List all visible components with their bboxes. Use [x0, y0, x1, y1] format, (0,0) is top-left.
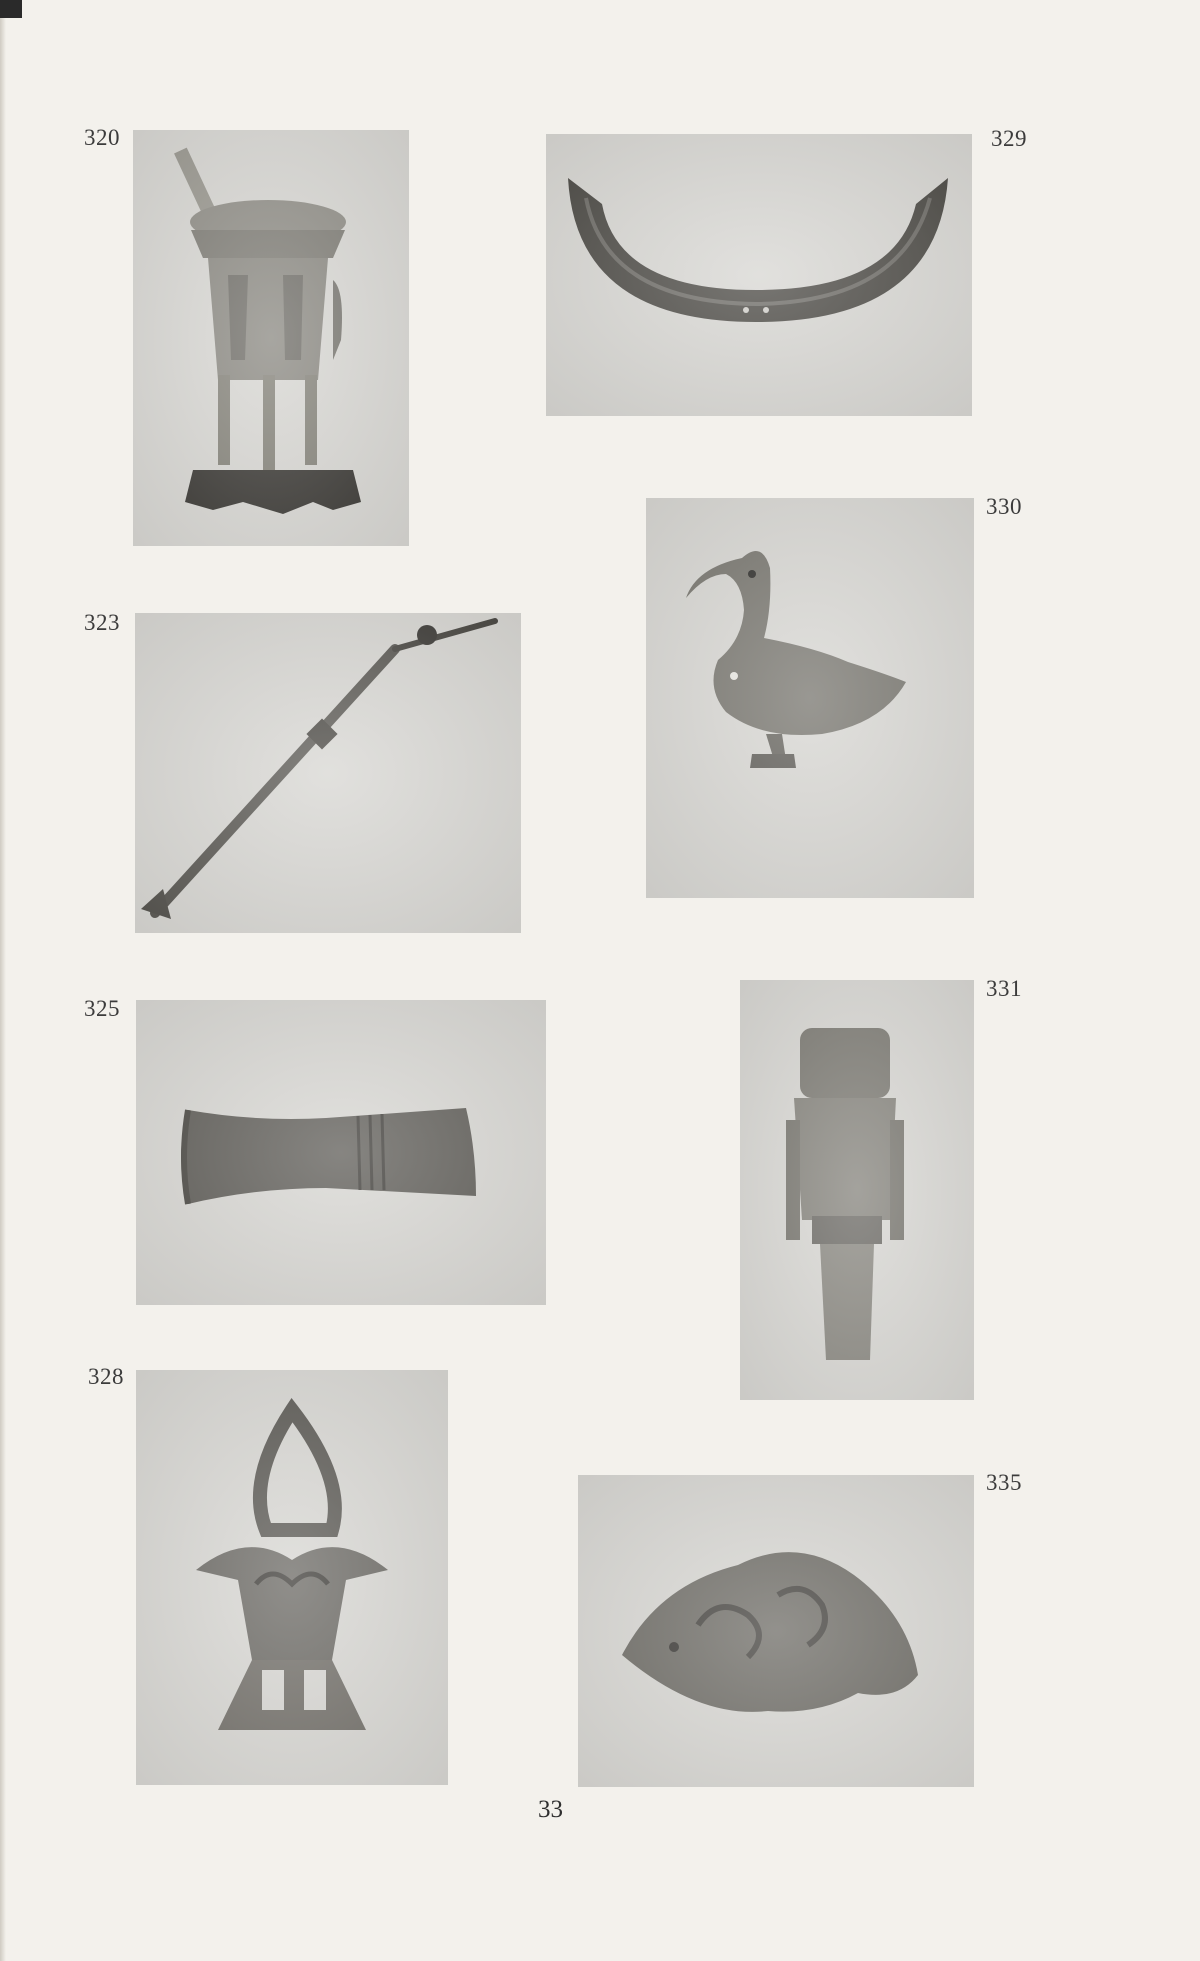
- plate-number-330: 330: [986, 494, 1022, 519]
- plate-number-320: 320: [84, 125, 120, 150]
- plate-number-323: 323: [84, 610, 120, 635]
- plate-331-image: [740, 980, 974, 1400]
- plate-320-image: [133, 130, 409, 546]
- plate-number-335: 335: [986, 1470, 1022, 1495]
- plate-323-image: [135, 613, 521, 933]
- ornamental-finial-icon: [136, 1370, 448, 1785]
- plate-329-image: [546, 134, 972, 416]
- plate-330-image: [646, 498, 974, 898]
- plate-number-328: 328: [88, 1364, 124, 1389]
- plate-number-329: 329: [991, 126, 1027, 151]
- page-corner: [0, 0, 22, 18]
- plate-328-image: [136, 1370, 448, 1785]
- bird-figure-icon: [646, 498, 974, 898]
- sword-icon: [135, 613, 521, 933]
- crescent-pendant-icon: [546, 134, 972, 416]
- plate-325-image: [136, 1000, 546, 1305]
- page-edge: [0, 0, 6, 1961]
- carved-animal-icon: [578, 1475, 974, 1787]
- socketed-tool-icon: [136, 1000, 546, 1305]
- standing-figure-icon: [740, 980, 974, 1400]
- ritual-tripod-vessel-icon: [133, 130, 409, 546]
- plate-335-image: [578, 1475, 974, 1787]
- plate-number-325: 325: [84, 996, 120, 1021]
- plate-number-331: 331: [986, 976, 1022, 1001]
- page-number: 33: [538, 1796, 563, 1823]
